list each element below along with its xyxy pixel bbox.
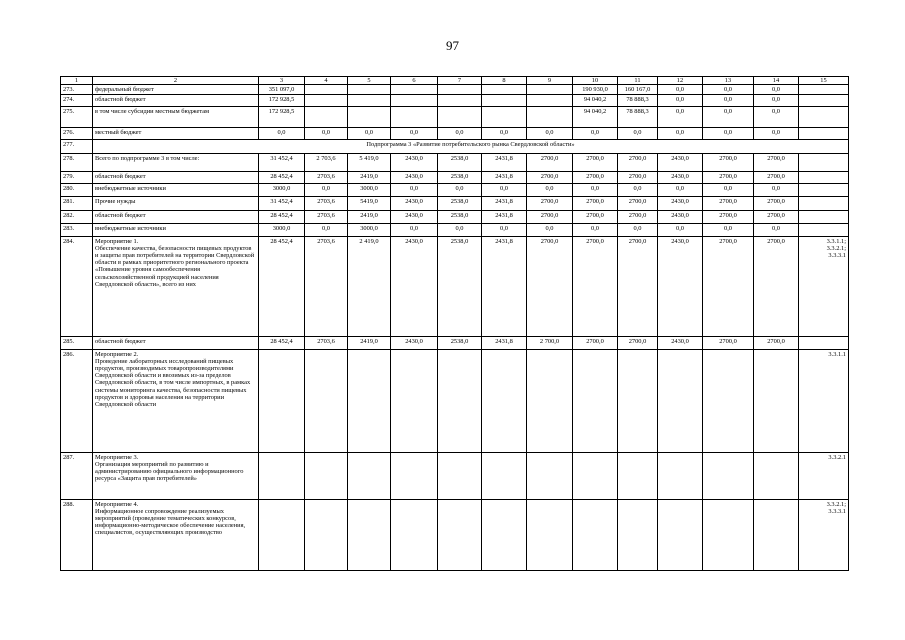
amount-cell: 0,0 xyxy=(703,128,754,140)
amount-cell xyxy=(658,500,703,571)
amount-cell: 3000,0 xyxy=(348,224,391,237)
item-description: внебюджетные источники xyxy=(93,184,259,197)
item-description: внебюджетные источники xyxy=(93,224,259,237)
amount-cell: 0,0 xyxy=(754,85,799,95)
amount-cell: 0,0 xyxy=(482,224,527,237)
amount-cell: 172 928,5 xyxy=(259,95,305,107)
amount-cell xyxy=(754,500,799,571)
amount-cell xyxy=(305,500,348,571)
amount-cell xyxy=(259,453,305,500)
column-header: 10 xyxy=(573,77,618,85)
amount-cell: 0,0 xyxy=(658,85,703,95)
amount-cell xyxy=(527,107,573,128)
table-row xyxy=(61,211,849,224)
table-row xyxy=(61,85,849,95)
row-number: 288. xyxy=(61,500,93,571)
amount-cell: 2700,0 xyxy=(754,172,799,184)
amount-cell xyxy=(348,500,391,571)
amount-cell: 31 452,4 xyxy=(259,197,305,211)
target-indicator-code: 3.3.1.1; 3.3.2.1; 3.3.3.1 xyxy=(799,237,849,337)
target-indicator-code: 3.3.2.1; 3.3.3.1 xyxy=(799,500,849,571)
amount-cell xyxy=(259,500,305,571)
amount-cell: 2700,0 xyxy=(703,211,754,224)
amount-cell: 0,0 xyxy=(703,95,754,107)
row-number: 274. xyxy=(61,95,93,107)
target-indicator-code xyxy=(799,337,849,350)
amount-cell: 2538,0 xyxy=(438,237,482,337)
item-description: областной бюджет xyxy=(93,337,259,350)
amount-cell: 2703,6 xyxy=(305,172,348,184)
amount-cell: 190 930,0 xyxy=(573,85,618,95)
amount-cell: 2703,6 xyxy=(305,197,348,211)
amount-cell xyxy=(482,107,527,128)
row-number: 277. xyxy=(61,140,93,154)
column-header: 14 xyxy=(754,77,799,85)
row-number: 286. xyxy=(61,350,93,453)
amount-cell: 2 419,0 xyxy=(348,237,391,337)
amount-cell: 28 452,4 xyxy=(259,337,305,350)
amount-cell xyxy=(482,453,527,500)
amount-cell xyxy=(658,350,703,453)
amount-cell xyxy=(348,453,391,500)
amount-cell: 0,0 xyxy=(658,107,703,128)
amount-cell: 2700,0 xyxy=(573,211,618,224)
amount-cell: 2700,0 xyxy=(754,197,799,211)
column-header: 8 xyxy=(482,77,527,85)
amount-cell xyxy=(527,85,573,95)
amount-cell: 0,0 xyxy=(754,95,799,107)
amount-cell: 3000,0 xyxy=(259,184,305,197)
amount-cell: 2 700,0 xyxy=(527,337,573,350)
amount-cell: 0,0 xyxy=(703,85,754,95)
header-row xyxy=(61,77,849,85)
column-header: 1 xyxy=(61,77,93,85)
amount-cell: 0,0 xyxy=(703,184,754,197)
amount-cell xyxy=(391,85,438,95)
column-header: 6 xyxy=(391,77,438,85)
amount-cell: 0,0 xyxy=(259,128,305,140)
amount-cell xyxy=(527,500,573,571)
table-row xyxy=(61,350,849,453)
amount-cell: 2538,0 xyxy=(438,337,482,350)
amount-cell: 0,0 xyxy=(754,224,799,237)
amount-cell xyxy=(482,350,527,453)
amount-cell xyxy=(305,350,348,453)
page-number: 97 xyxy=(446,38,459,53)
amount-cell xyxy=(438,95,482,107)
table-row xyxy=(61,224,849,237)
amount-cell: 94 040,2 xyxy=(573,107,618,128)
amount-cell xyxy=(348,350,391,453)
amount-cell: 2419,0 xyxy=(348,337,391,350)
amount-cell: 3000,0 xyxy=(348,184,391,197)
amount-cell: 2430,0 xyxy=(391,197,438,211)
amount-cell: 0,0 xyxy=(618,224,658,237)
amount-cell: 0,0 xyxy=(438,224,482,237)
row-number: 283. xyxy=(61,224,93,237)
amount-cell: 2700,0 xyxy=(527,154,573,172)
amount-cell: 2703,6 xyxy=(305,237,348,337)
table-row xyxy=(61,128,849,140)
amount-cell: 2700,0 xyxy=(703,172,754,184)
amount-cell: 0,0 xyxy=(573,224,618,237)
item-description: Мероприятие 2. Проведение лабораторных исследований пищевых продуктов, производимых товаропроизводителями Свердловской области и ввозимых из-за пределов Свердловской области, в том числе импортных, в рамках системы мониторинга качества, безопасности пищевых продуктов и здоровья населения на территории Свердловской области xyxy=(93,350,259,453)
amount-cell: 2538,0 xyxy=(438,197,482,211)
amount-cell: 2431,8 xyxy=(482,237,527,337)
amount-cell xyxy=(305,95,348,107)
amount-cell: 2430,0 xyxy=(658,337,703,350)
amount-cell xyxy=(703,500,754,571)
column-header: 9 xyxy=(527,77,573,85)
amount-cell: 2431,8 xyxy=(482,172,527,184)
amount-cell: 94 040,2 xyxy=(573,95,618,107)
amount-cell: 0,0 xyxy=(305,128,348,140)
row-number: 273. xyxy=(61,85,93,95)
amount-cell: 28 452,4 xyxy=(259,211,305,224)
amount-cell xyxy=(527,453,573,500)
item-description: областной бюджет xyxy=(93,172,259,184)
amount-cell xyxy=(391,453,438,500)
amount-cell: 0,0 xyxy=(754,107,799,128)
amount-cell: 0,0 xyxy=(573,128,618,140)
amount-cell: 2700,0 xyxy=(527,172,573,184)
amount-cell: 0,0 xyxy=(527,128,573,140)
amount-cell xyxy=(348,85,391,95)
amount-cell: 2700,0 xyxy=(703,154,754,172)
amount-cell: 2700,0 xyxy=(618,337,658,350)
target-indicator-code xyxy=(799,107,849,128)
item-description: федеральный бюджет xyxy=(93,85,259,95)
amount-cell xyxy=(703,453,754,500)
amount-cell: 2430,0 xyxy=(658,172,703,184)
amount-cell xyxy=(391,500,438,571)
column-header: 5 xyxy=(348,77,391,85)
amount-cell: 2700,0 xyxy=(754,337,799,350)
column-header: 7 xyxy=(438,77,482,85)
amount-cell xyxy=(305,453,348,500)
amount-cell xyxy=(259,350,305,453)
amount-cell: 2700,0 xyxy=(618,211,658,224)
amount-cell: 2430,0 xyxy=(391,237,438,337)
subprogram-title: Подпрограмма 3 «Развитие потребительского рынка Свердловской области» xyxy=(93,140,849,154)
target-indicator-code xyxy=(799,128,849,140)
amount-cell xyxy=(573,350,618,453)
amount-cell: 2430,0 xyxy=(391,337,438,350)
target-indicator-code xyxy=(799,172,849,184)
target-indicator-code: 3.3.2.1 xyxy=(799,453,849,500)
column-header: 15 xyxy=(799,77,849,85)
target-indicator-code xyxy=(799,95,849,107)
amount-cell xyxy=(658,453,703,500)
amount-cell: 2431,8 xyxy=(482,337,527,350)
amount-cell xyxy=(754,350,799,453)
table-row xyxy=(61,337,849,350)
table-row xyxy=(61,140,849,154)
amount-cell xyxy=(438,85,482,95)
target-indicator-code xyxy=(799,154,849,172)
amount-cell: 0,0 xyxy=(391,128,438,140)
amount-cell: 0,0 xyxy=(658,128,703,140)
amount-cell: 0,0 xyxy=(703,107,754,128)
amount-cell: 2431,8 xyxy=(482,211,527,224)
amount-cell: 28 452,4 xyxy=(259,237,305,337)
item-description: Прочие нужды xyxy=(93,197,259,211)
amount-cell xyxy=(305,85,348,95)
row-number: 282. xyxy=(61,211,93,224)
amount-cell: 0,0 xyxy=(754,128,799,140)
row-number: 281. xyxy=(61,197,93,211)
amount-cell: 78 888,3 xyxy=(618,95,658,107)
amount-cell: 2700,0 xyxy=(527,237,573,337)
amount-cell: 2700,0 xyxy=(754,237,799,337)
amount-cell xyxy=(482,85,527,95)
amount-cell: 0,0 xyxy=(305,224,348,237)
amount-cell: 2538,0 xyxy=(438,172,482,184)
amount-cell: 2430,0 xyxy=(658,237,703,337)
amount-cell: 2700,0 xyxy=(573,172,618,184)
table-row xyxy=(61,184,849,197)
amount-cell: 2703,6 xyxy=(305,211,348,224)
amount-cell: 2430,0 xyxy=(658,197,703,211)
row-number: 285. xyxy=(61,337,93,350)
amount-cell xyxy=(438,453,482,500)
amount-cell: 2700,0 xyxy=(754,211,799,224)
amount-cell xyxy=(348,107,391,128)
amount-cell: 2700,0 xyxy=(618,237,658,337)
amount-cell xyxy=(573,500,618,571)
row-number: 287. xyxy=(61,453,93,500)
item-description: местный бюджет xyxy=(93,128,259,140)
budget-table xyxy=(60,76,849,571)
amount-cell: 2700,0 xyxy=(703,197,754,211)
amount-cell xyxy=(305,107,348,128)
amount-cell: 2700,0 xyxy=(527,197,573,211)
amount-cell: 0,0 xyxy=(527,224,573,237)
table-row xyxy=(61,95,849,107)
amount-cell: 2538,0 xyxy=(438,211,482,224)
amount-cell: 2430,0 xyxy=(391,211,438,224)
amount-cell: 78 888,3 xyxy=(618,107,658,128)
amount-cell: 2431,8 xyxy=(482,197,527,211)
amount-cell xyxy=(618,453,658,500)
amount-cell xyxy=(527,95,573,107)
amount-cell: 2430,0 xyxy=(658,154,703,172)
item-description: Мероприятие 3. Организация мероприятий по развитию и администрированию официального информационного ресурса «Защита прав потребителей» xyxy=(93,453,259,500)
amount-cell xyxy=(482,500,527,571)
amount-cell xyxy=(703,350,754,453)
amount-cell xyxy=(438,107,482,128)
target-indicator-code xyxy=(799,184,849,197)
amount-cell: 2419,0 xyxy=(348,211,391,224)
amount-cell: 2538,0 xyxy=(438,154,482,172)
amount-cell: 2703,6 xyxy=(305,337,348,350)
amount-cell: 2700,0 xyxy=(703,337,754,350)
amount-cell: 2700,0 xyxy=(573,197,618,211)
amount-cell xyxy=(527,350,573,453)
amount-cell: 0,0 xyxy=(305,184,348,197)
column-header: 3 xyxy=(259,77,305,85)
amount-cell: 2430,0 xyxy=(391,154,438,172)
amount-cell xyxy=(391,107,438,128)
amount-cell xyxy=(482,95,527,107)
amount-cell xyxy=(618,500,658,571)
item-description: областной бюджет xyxy=(93,95,259,107)
amount-cell: 2700,0 xyxy=(618,154,658,172)
row-number: 278. xyxy=(61,154,93,172)
column-header: 11 xyxy=(618,77,658,85)
target-indicator-code: 3.3.1.1 xyxy=(799,350,849,453)
item-description: Всего по подпрограмме 3 в том числе: xyxy=(93,154,259,172)
amount-cell: 0,0 xyxy=(438,128,482,140)
target-indicator-code xyxy=(799,211,849,224)
amount-cell xyxy=(438,500,482,571)
amount-cell: 2700,0 xyxy=(618,172,658,184)
amount-cell: 351 097,0 xyxy=(259,85,305,95)
amount-cell: 2700,0 xyxy=(754,154,799,172)
amount-cell: 0,0 xyxy=(482,184,527,197)
amount-cell: 2 703,6 xyxy=(305,154,348,172)
amount-cell: 0,0 xyxy=(754,184,799,197)
column-header: 4 xyxy=(305,77,348,85)
amount-cell: 0,0 xyxy=(658,184,703,197)
column-header: 13 xyxy=(703,77,754,85)
item-description: Мероприятие 4. Информационное сопровождение реализуемых мероприятий (проведение тематических конкурсов, информационно-методическое обеспечение населения, специалистов, осуществляющих производство xyxy=(93,500,259,571)
amount-cell xyxy=(573,453,618,500)
amount-cell: 3000,0 xyxy=(259,224,305,237)
row-number: 280. xyxy=(61,184,93,197)
amount-cell: 0,0 xyxy=(573,184,618,197)
table-row xyxy=(61,237,849,337)
amount-cell: 2700,0 xyxy=(573,237,618,337)
amount-cell: 2419,0 xyxy=(348,172,391,184)
amount-cell: 28 452,4 xyxy=(259,172,305,184)
amount-cell: 0,0 xyxy=(658,224,703,237)
amount-cell: 2700,0 xyxy=(527,211,573,224)
row-number: 275. xyxy=(61,107,93,128)
amount-cell: 2431,8 xyxy=(482,154,527,172)
amount-cell xyxy=(438,350,482,453)
amount-cell xyxy=(391,350,438,453)
amount-cell: 0,0 xyxy=(438,184,482,197)
column-header: 2 xyxy=(93,77,259,85)
amount-cell: 2700,0 xyxy=(703,237,754,337)
amount-cell: 0,0 xyxy=(618,184,658,197)
table-row xyxy=(61,500,849,571)
amount-cell: 2700,0 xyxy=(618,197,658,211)
amount-cell: 0,0 xyxy=(527,184,573,197)
amount-cell: 2430,0 xyxy=(391,172,438,184)
amount-cell: 0,0 xyxy=(703,224,754,237)
table-row xyxy=(61,107,849,128)
item-description: областной бюджет xyxy=(93,211,259,224)
amount-cell: 5419,0 xyxy=(348,197,391,211)
column-header: 12 xyxy=(658,77,703,85)
amount-cell: 0,0 xyxy=(618,128,658,140)
amount-cell: 2700,0 xyxy=(573,154,618,172)
amount-cell: 0,0 xyxy=(391,224,438,237)
amount-cell xyxy=(391,95,438,107)
row-number: 284. xyxy=(61,237,93,337)
item-description: Мероприятие 1. Обеспечение качества, безопасности пищевых продуктов и защиты прав потребителей на территории Свердловской области в рамках приоритетного регионального проекта «Повышение уровня самообеспечения сельскохозяйственной продукцией населения Свердловской области», всего из них xyxy=(93,237,259,337)
amount-cell: 0,0 xyxy=(658,95,703,107)
amount-cell: 2700,0 xyxy=(573,337,618,350)
table-row xyxy=(61,197,849,211)
amount-cell: 0,0 xyxy=(482,128,527,140)
table-row xyxy=(61,453,849,500)
amount-cell xyxy=(348,95,391,107)
target-indicator-code xyxy=(799,85,849,95)
amount-cell xyxy=(618,350,658,453)
amount-cell: 160 167,0 xyxy=(618,85,658,95)
amount-cell: 31 452,4 xyxy=(259,154,305,172)
row-number: 279. xyxy=(61,172,93,184)
target-indicator-code xyxy=(799,197,849,211)
row-number: 276. xyxy=(61,128,93,140)
target-indicator-code xyxy=(799,224,849,237)
amount-cell: 0,0 xyxy=(348,128,391,140)
amount-cell: 0,0 xyxy=(391,184,438,197)
amount-cell xyxy=(754,453,799,500)
table-row xyxy=(61,154,849,172)
table-row xyxy=(61,172,849,184)
amount-cell: 2430,0 xyxy=(658,211,703,224)
amount-cell: 172 928,5 xyxy=(259,107,305,128)
amount-cell: 5 419,0 xyxy=(348,154,391,172)
item-description: в том числе субсидии местным бюджетам xyxy=(93,107,259,128)
